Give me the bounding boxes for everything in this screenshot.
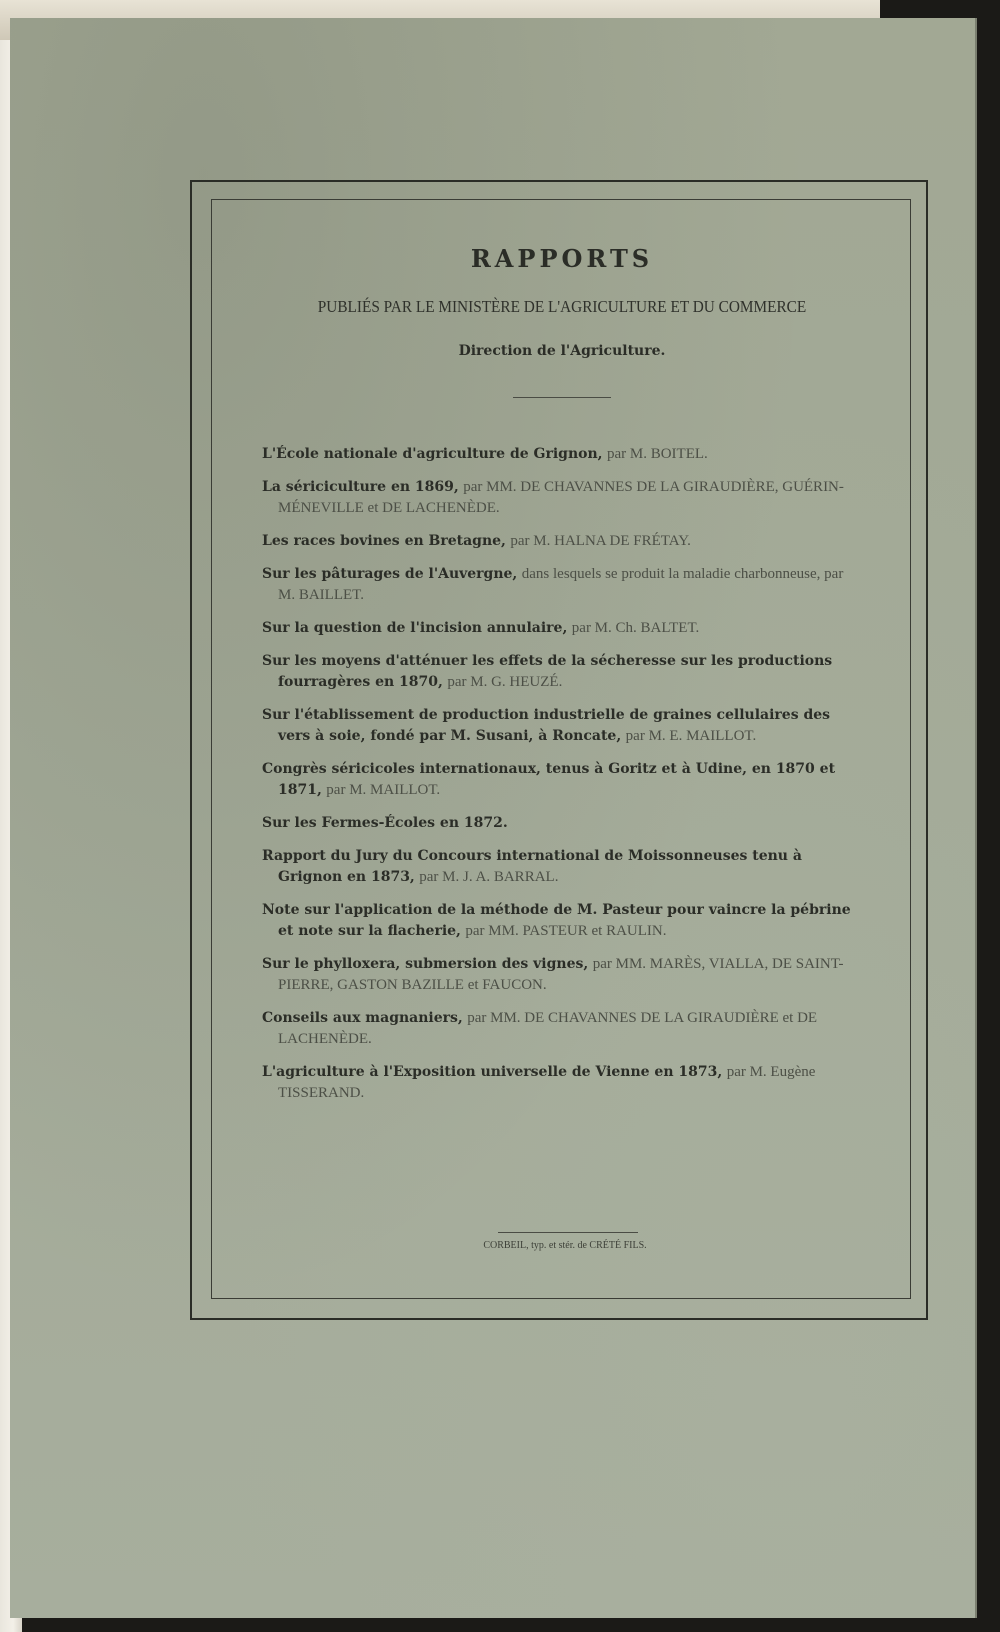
report-title: Sur les Fermes-Écoles en 1872. [262, 815, 508, 831]
list-item [262, 846, 862, 888]
list-item [262, 477, 862, 519]
list-item [262, 954, 862, 996]
report-author: par MM. DE CHAVANNES DE LA GIRAUDIÈRE, GUÉRIN-MÉNEVILLE et DE LACHENÈDE. [278, 479, 844, 516]
report-title: Congrès séricicoles internationaux, tenus à Goritz et à Udine, en 1870 et 1871, [262, 761, 836, 798]
direction-heading: Direction de l'Agriculture. [458, 343, 666, 359]
report-title: Sur le phylloxera, submersion des vignes, [262, 956, 589, 972]
report-title: Sur l'établissement de production industrielle de graines cellulaires des vers à soie, fondé par M. Susani, à Roncate, [262, 707, 831, 744]
list-item [262, 618, 862, 639]
report-author: dans lesquels se produit la maladie charbonneuse, par M. BAILLET. [278, 566, 844, 603]
printer-imprint: CORBEIL, typ. et stér. de CRÉTÉ FILS. [483, 1240, 647, 1251]
report-author: par M. Ch. BALTET. [571, 620, 700, 636]
report-title: Sur les pâturages de l'Auvergne, [262, 566, 518, 582]
document-title: RAPPORTS [470, 244, 654, 273]
report-author: par M. G. HEUZÉ. [447, 674, 563, 690]
report-title: Rapport du Jury du Concours international de Moissonneuses tenu à Grignon en 1873, [262, 848, 802, 885]
list-item [262, 1062, 862, 1104]
report-author: par M. BOITEL. [606, 446, 708, 462]
report-author: par M. Eugène TISSERAND. [278, 1064, 816, 1101]
list-item [262, 705, 862, 747]
report-author: par M. MAILLOT. [326, 782, 441, 798]
list-item [262, 531, 862, 552]
report-title: L'École nationale d'agriculture de Grignon, [262, 446, 603, 462]
imprint-rule [498, 1232, 638, 1233]
report-author: par MM. DE CHAVANNES DE LA GIRAUDIÈRE et DE LACHENÈDE. [278, 1010, 818, 1047]
report-title: Sur les moyens d'atténuer les effets de la sécheresse sur les productions fourragères en 1870, [262, 653, 833, 690]
report-author: par M. HALNA DE FRÉTAY. [510, 533, 691, 549]
report-title: Sur la question de l'incision annulaire, [262, 620, 568, 636]
document-subtitle: PUBLIÉS PAR LE MINISTÈRE DE L'AGRICULTURE ET DU COMMERCE [317, 297, 807, 316]
report-title: Note sur l'application de la méthode de M. Pasteur pour vaincre la pébrine et note sur la flacherie, [262, 902, 851, 939]
report-title: Les races bovines en Bretagne, [262, 533, 506, 549]
list-item [262, 900, 862, 942]
report-author: par M. E. MAILLOT. [625, 728, 757, 744]
list-item [262, 444, 862, 465]
list-item [262, 813, 862, 834]
report-list [262, 444, 862, 1104]
report-author: par M. J. A. BARRAL. [419, 869, 559, 885]
document-content [262, 240, 862, 1116]
list-item [262, 651, 862, 693]
report-title: Conseils aux magnaniers, [262, 1010, 463, 1026]
separator-rule [513, 397, 611, 398]
report-author: par MM. PASTEUR et RAULIN. [465, 923, 667, 939]
report-title: La sériciculture en 1869, [262, 479, 459, 495]
list-item [262, 1008, 862, 1050]
report-title: L'agriculture à l'Exposition universelle de Vienne en 1873, [262, 1064, 723, 1080]
report-author: par MM. MARÈS, VIALLA, DE SAINT-PIERRE, GASTON BAZILLE et FAUCON. [278, 956, 844, 993]
list-item [262, 759, 862, 801]
list-item [262, 564, 862, 606]
